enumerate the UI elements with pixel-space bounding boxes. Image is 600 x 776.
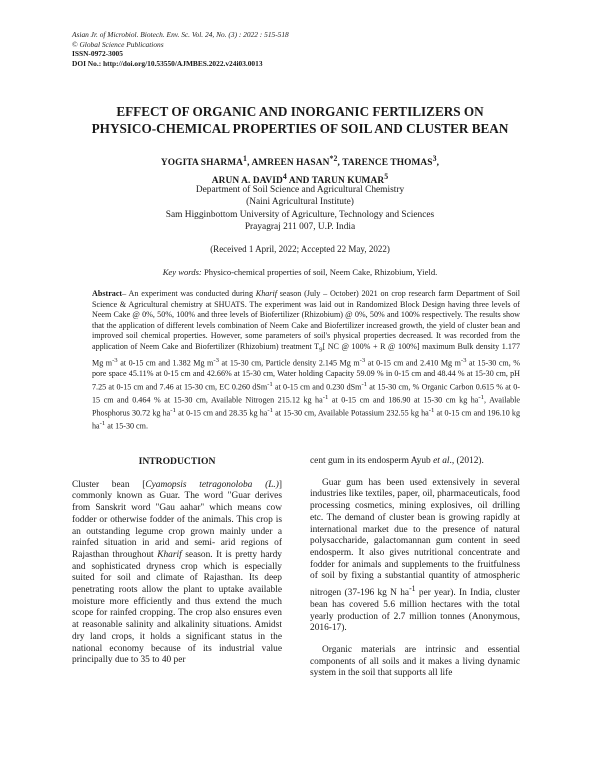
right-paragraph-3: Organic materials are intrinsic and essential components of all soils and it makes a living dynamic system in the soil that supports all life <box>310 644 520 679</box>
unit-exponent: -1 <box>99 420 106 428</box>
author-affil-mark: 1 <box>243 154 248 163</box>
unit-exponent: -1 <box>409 584 416 594</box>
affiliation-block <box>60 184 540 234</box>
author-affil-mark: 3 <box>432 154 437 163</box>
introduction-paragraph <box>72 480 282 667</box>
body-text: cent gum in its endosperm Ayub <box>310 456 434 466</box>
received-dates: (Received 1 April, 2022; Accepted 22 May, 2022) <box>210 244 390 254</box>
unit-exponent: -3 <box>112 356 118 364</box>
author-name: TARENCE THOMAS <box>342 158 433 169</box>
author-list <box>60 152 540 188</box>
abstract-text: at 15-30 cm, % pore space 45.11% at 0-15 cm and 42.66% at 15-30 cm, Water holding Capacity 59.09 % in 0-15 cm and 48.44 % at 15-30 cm, pH 7.25 at 0-15 cm and 7.46 at 15-30 cm, EC 0.260 dSm <box>92 358 520 392</box>
doi-line: DOI No.: http://doi.org/10.53550/AJMBES.2022.v24i03.0013 <box>72 58 263 68</box>
abstract-block <box>92 289 520 433</box>
author-name: AMREEN HASAN <box>251 158 330 169</box>
unit-exponent: -1 <box>267 380 273 388</box>
introduction-heading: INTRODUCTION <box>138 456 216 467</box>
unit-exponent: -3 <box>359 356 366 364</box>
author-affil-mark: *2 <box>329 154 338 163</box>
abstract-label: Abstract <box>92 289 123 298</box>
keywords-text: Physico-chemical properties of soil, Neem Cake, Rhizobium, Yield. <box>203 267 438 277</box>
authors-line-1: YOGITA SHARMA$^1$, AMREEN HASAN$^{*2}$, TARENCE THOMAS$^3$, <box>160 154 440 169</box>
journal-header <box>72 30 532 68</box>
title-line-1: EFFECT OF ORGANIC AND INORGANIC FERTILIZERS ON <box>116 104 484 119</box>
abstract-text: at 0-15 cm and 196.10 kg ha <box>92 408 521 432</box>
unit-exponent: -1 <box>428 407 435 415</box>
abstract-text: at 15-30 cm, % Organic Carbon 0.615 % at 0-15 cm and 0.464 % at 15-30 cm, Available Nitrogen 215.12 kg ha <box>92 382 521 405</box>
unit-exponent: -1 <box>267 407 273 415</box>
abstract-text: – An experiment was conducted during <box>122 289 256 298</box>
scientific-name: Cyamopsis tetragonoloba (L.) <box>145 479 279 490</box>
abstract-text: at 0-15 cm and 186.90 at 15-30 cm kg ha <box>328 395 479 405</box>
abstract-kharif: Kharif <box>255 289 277 298</box>
abstract-text: at 15-30 cm, Particle density 2.145 Mg m <box>218 358 360 368</box>
author-affil-mark: 4 <box>282 172 287 182</box>
abstract-text: at 15-30 cm, Available Potassium 232.55 kg ha <box>272 408 429 418</box>
journal-citation: Asian Jr. of Microbiol. Biotech. Env. Sc. Vol. 24, No. (3) : 2022 : 515-518 <box>72 30 289 39</box>
right-column <box>310 456 520 680</box>
abstract-text: at 0-15 cm and 1.382 Mg m <box>117 358 214 368</box>
body-text: Guar gum has been used extensively in several industries like textiles, paper, oil, pharmaceuticals, food processing cosmetics, mining explosives, oil drilling etc. The demand of cluster bean is growing rapidly at international market due to the presence of natural polysaccharide, galactomannan gum content in seed endosperm. It also gives nutritional concentrate and fodder for animals and supplements to the fruitfulness of soil by fixing a substantial quantity of atmospheric nitrogen (37-196 kg N ha <box>310 477 520 599</box>
abstract-text: season (July – October) 2021 on crop research farm Department of Soil Science & Agricultural chemistry at SHUATS. The experiment was laid out in Randomized Block Design having three levels of Neem Cake @ 0%, 50%, 100% and three levels of Biofertilizer (Rhizobium) @ 0%, 50% and 100% respectively. The results show that the application of different levels combination of Neem Cake and Biofertilizer increased growth, the yield of cluster bean and improved soil chemical properties. However, some parameters of soil's physical properties decreased. It was recorded from the application of Neem Cake and Biofertilizer (Rhizobium) treatment T <box>92 289 520 351</box>
abstract-text: at 15-30 cm. <box>105 422 148 432</box>
unit-exponent: -1 <box>322 393 329 401</box>
author-name: TARUN KUMAR <box>311 176 385 187</box>
left-column <box>72 456 282 667</box>
affiliation-line: Department of Soil Science and Agricultural Chemistry <box>195 185 405 195</box>
affiliation-line: Sam Higginbottom University of Agriculture, Technology and Sciences <box>165 209 435 220</box>
unit-exponent: -1 <box>170 407 176 415</box>
copyright-line: © Global Science Publications <box>72 39 164 49</box>
author-name: ARUN A. DAVID <box>211 176 283 187</box>
author-name: YOGITA SHARMA <box>160 158 244 169</box>
abstract-text: at 0-15 cm and 2.410 Mg m <box>365 358 461 368</box>
body-text: ] commonly known as Guar. The word "Guar derives from Sanskrit word "Gau aahar" which means cow fodder or otherwise fodder of the animals. This crop is an outstanding legume crop grown mainly under a rainfed situation in arid and semi- arid regions of Rajasthan throughout <box>72 479 283 560</box>
unit-exponent: -1 <box>361 380 368 388</box>
abstract-text: at 0-15 cm and 0.230 dSm <box>272 382 362 392</box>
abstract-text: at 0-15 cm and 28.35 kg ha <box>175 408 268 418</box>
title-line-2: PHYSICO-CHEMICAL PROPERTIES OF SOIL AND CLUSTER BEAN <box>91 121 509 136</box>
treatment-subscript: 9 <box>319 346 323 354</box>
affiliation-line: Prayagraj 211 007, U.P. India <box>244 222 356 233</box>
paper-title <box>60 103 540 137</box>
keywords-line <box>60 266 540 278</box>
unit-exponent: -3 <box>213 356 219 364</box>
kharif-term: Kharif <box>157 549 182 560</box>
right-paragraph-2 <box>310 478 520 635</box>
affiliation-line: (Naini Agricultural Institute) <box>246 197 354 208</box>
keywords-label: Key words: <box>162 267 202 277</box>
body-text: per year). In India, cluster bean has covered 5.6 million hectares with the total yearly production of 2.7 million tonnes (Anonymous, 2016-17). <box>310 588 520 634</box>
abstract-text: [ NC @ 100% + R @ 100%] maximum Bulk density 1.177 Mg m <box>92 341 520 368</box>
abstract-text: , Available Phosphorus 30.72 kg ha <box>92 395 520 418</box>
body-text: ., (2012). <box>449 456 484 466</box>
right-paragraph-1 <box>310 456 520 468</box>
unit-exponent: -3 <box>460 356 467 364</box>
body-text: Cluster bean [ <box>72 479 146 490</box>
body-text: season. It is pretty hardy and sophisticated dryness crop which is especially suited for soil and climate of Rajasthan. Its deep penetrating roots allow the plant to uptake available moisture more efficiently and thus extend the much scope for rainfed cropping. The crop also ensures even at reasonable salinity and alkalinity situations. Amidst dry land crops, it holds a significant status in the national economy because of its industrial value principally due to 35 to 40 per <box>72 549 282 666</box>
unit-exponent: -1 <box>478 393 485 401</box>
et-al: et al <box>433 456 450 466</box>
author-affil-mark: 5 <box>384 172 389 182</box>
authors-line-2: ARUN A. DAVID$^4$ AND TARUN KUMAR$^5$ <box>211 172 389 187</box>
issn-line: ISSN-0972-3005 <box>72 49 123 59</box>
